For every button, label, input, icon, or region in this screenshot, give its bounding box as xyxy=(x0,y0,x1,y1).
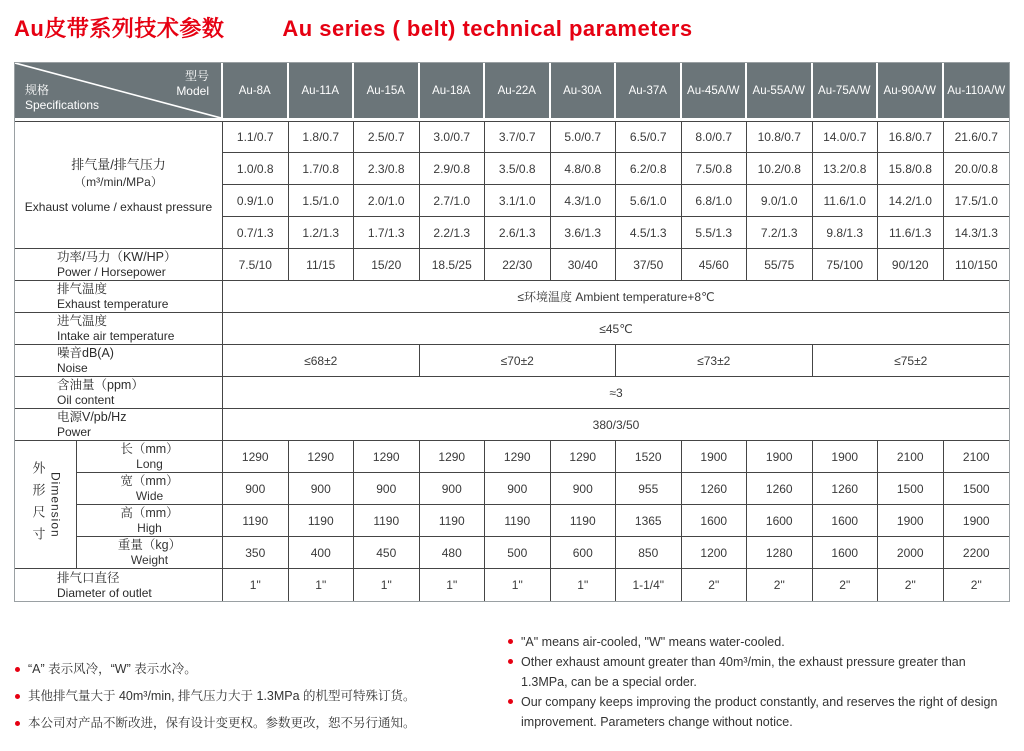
data-cell: 600 xyxy=(551,537,617,569)
data-cell: 1290 xyxy=(354,441,420,473)
exhaust-temp-value: ≤环境温度 Ambient temperature+8℃ xyxy=(223,281,1009,313)
data-cell: 1260 xyxy=(682,473,748,505)
row-label-long xyxy=(77,441,223,473)
data-cell: 900 xyxy=(289,473,355,505)
data-cell: 1520 xyxy=(616,441,682,473)
dimension-label-cn: 外形尺寸 xyxy=(30,460,46,549)
row-label-cn: 功率/马力（KW/HP） xyxy=(57,250,177,264)
row-label-outlet xyxy=(15,569,223,601)
data-cell: 1.0/0.8 xyxy=(223,153,289,185)
data-cell: 14.2/1.0 xyxy=(878,185,944,217)
data-cell: 6.5/0.7 xyxy=(616,121,682,153)
data-cell: 450 xyxy=(354,537,420,569)
data-cell: 3.0/0.7 xyxy=(420,121,486,153)
row-label-oil xyxy=(15,377,223,409)
table-row-noise xyxy=(15,345,1009,377)
data-cell: 75/100 xyxy=(813,249,879,281)
row-label-cn: 进气温度 xyxy=(57,314,108,328)
data-cell: 1.5/1.0 xyxy=(289,185,355,217)
data-cell: 11.6/1.3 xyxy=(878,217,944,249)
data-cell: 30/40 xyxy=(551,249,617,281)
data-cell: 900 xyxy=(420,473,486,505)
data-cell: 1600 xyxy=(813,537,879,569)
model-header-cell: Au-11A xyxy=(289,63,355,121)
row-label-supply xyxy=(15,409,223,441)
data-cell: 15.8/0.8 xyxy=(878,153,944,185)
table-row-oil xyxy=(15,377,1009,409)
data-cell: 37/50 xyxy=(616,249,682,281)
data-cell: 2" xyxy=(944,569,1010,601)
data-cell: 1290 xyxy=(485,441,551,473)
data-cell: 22/30 xyxy=(485,249,551,281)
data-cell: 10.2/0.8 xyxy=(747,153,813,185)
row-label-en: Exhaust volume / exhaust pressure xyxy=(24,199,213,214)
data-cell: 1600 xyxy=(747,505,813,537)
table-row-outlet xyxy=(15,569,1009,601)
data-cell: 900 xyxy=(354,473,420,505)
table-row-exhaust-temp xyxy=(15,281,1009,313)
data-cell: 1190 xyxy=(551,505,617,537)
data-cell: 2000 xyxy=(878,537,944,569)
data-cell: 13.2/0.8 xyxy=(813,153,879,185)
data-cell: 2.9/0.8 xyxy=(420,153,486,185)
row-label-unit: （m³/min/MPa） xyxy=(74,174,163,189)
data-cell: 1500 xyxy=(944,473,1010,505)
data-cell: 7.5/10 xyxy=(223,249,289,281)
data-cell: 1900 xyxy=(747,441,813,473)
data-cell: 1290 xyxy=(223,441,289,473)
model-header-cell: Au-15A xyxy=(354,63,420,121)
data-cell: 4.8/0.8 xyxy=(551,153,617,185)
page-title xyxy=(14,12,693,43)
data-cell: 2.6/1.3 xyxy=(485,217,551,249)
data-cell: 1900 xyxy=(813,441,879,473)
row-label-power xyxy=(15,249,223,281)
row-label-en: Long xyxy=(136,457,163,471)
data-cell: 6.8/1.0 xyxy=(682,185,748,217)
data-cell: 11.6/1.0 xyxy=(813,185,879,217)
data-cell: 18.5/25 xyxy=(420,249,486,281)
data-cell: 8.0/0.7 xyxy=(682,121,748,153)
model-header-cell: Au-75A/W xyxy=(813,63,879,121)
table-row-dim-wide xyxy=(15,473,1009,505)
row-label-cn: 含油量（ppm） xyxy=(57,378,144,392)
data-cell: 1" xyxy=(289,569,355,601)
model-header-cell: Au-22A xyxy=(485,63,551,121)
data-cell: 1600 xyxy=(813,505,879,537)
corner-spec-en: Specifications xyxy=(25,98,100,112)
row-label-cn: 长（mm） xyxy=(120,442,179,456)
data-cell: 1290 xyxy=(551,441,617,473)
data-cell: 2.7/1.0 xyxy=(420,185,486,217)
data-cell: 2.3/0.8 xyxy=(354,153,420,185)
row-label-en: Weight xyxy=(130,553,169,567)
data-cell: 1-1/4" xyxy=(616,569,682,601)
table-row-exhaust-1 xyxy=(15,121,1009,153)
data-cell: 2" xyxy=(682,569,748,601)
row-label-cn: 宽（mm） xyxy=(120,474,179,488)
data-cell: 480 xyxy=(420,537,486,569)
data-cell: 110/150 xyxy=(944,249,1010,281)
page-title-cn: Au皮带系列技术参数 xyxy=(14,16,225,41)
notes-english xyxy=(508,632,1014,732)
table-row-supply xyxy=(15,409,1009,441)
row-label-en: Wide xyxy=(135,489,164,503)
data-cell: 3.6/1.3 xyxy=(551,217,617,249)
row-label-wide xyxy=(77,473,223,505)
row-label-en: High xyxy=(137,521,162,535)
noise-value: ≤70±2 xyxy=(420,345,617,377)
page-title-en: Au series ( belt) technical parameters xyxy=(282,16,693,41)
data-cell: 1260 xyxy=(747,473,813,505)
model-header-cell: Au-90A/W xyxy=(878,63,944,121)
data-cell: 1200 xyxy=(682,537,748,569)
data-cell: 3.5/0.8 xyxy=(485,153,551,185)
note-item: “A” 表示风冷，“W” 表示水冷。 xyxy=(15,660,485,678)
noise-value: ≤68±2 xyxy=(223,345,420,377)
data-cell: 955 xyxy=(616,473,682,505)
row-label-en: Noise xyxy=(57,361,88,375)
model-header-cell: Au-55A/W xyxy=(747,63,813,121)
table-header-row xyxy=(15,63,1009,121)
data-cell: 3.1/1.0 xyxy=(485,185,551,217)
note-item: Our company keeps improving the product constantly, and reserves the right of design improvement. Parameters change without notice. xyxy=(508,692,1014,732)
corner-cell xyxy=(15,63,223,121)
data-cell: 7.2/1.3 xyxy=(747,217,813,249)
model-header-cell: Au-37A xyxy=(616,63,682,121)
notes-chinese xyxy=(15,660,485,741)
row-label-exhaust xyxy=(15,121,223,249)
data-cell: 2100 xyxy=(944,441,1010,473)
data-cell: 2100 xyxy=(878,441,944,473)
data-cell: 1.7/1.3 xyxy=(354,217,420,249)
parameters-table xyxy=(14,62,1010,602)
corner-model-cn: 型号 xyxy=(184,69,209,83)
note-item: 本公司对产品不断改进，保有设计变更权。参数更改，恕不另行通知。 xyxy=(15,714,485,732)
dimension-group-label xyxy=(15,441,77,569)
row-label-cn: 排气量/排气压力 xyxy=(71,156,166,172)
data-cell: 0.7/1.3 xyxy=(223,217,289,249)
corner-model-en: Model xyxy=(176,84,209,98)
data-cell: 1.7/0.8 xyxy=(289,153,355,185)
oil-content-value: ≈3 xyxy=(223,377,1009,409)
noise-value: ≤75±2 xyxy=(813,345,1010,377)
model-header-cell: Au-8A xyxy=(223,63,289,121)
row-label-cn: 排气温度 xyxy=(57,282,108,296)
data-cell: 45/60 xyxy=(682,249,748,281)
model-header-cell: Au-30A xyxy=(551,63,617,121)
data-cell: 2" xyxy=(878,569,944,601)
note-item: 其他排气量大于 40m³/min, 排气压力大于 1.3MPa 的机型可特殊订货。 xyxy=(15,687,485,705)
data-cell: 14.3/1.3 xyxy=(944,217,1010,249)
data-cell: 1190 xyxy=(354,505,420,537)
data-cell: 1500 xyxy=(878,473,944,505)
row-label-en: Oil content xyxy=(57,393,115,407)
data-cell: 90/120 xyxy=(878,249,944,281)
data-cell: 2" xyxy=(747,569,813,601)
row-label-cn: 高（mm） xyxy=(120,506,179,520)
power-supply-value: 380/3/50 xyxy=(223,409,1009,441)
data-cell: 1.8/0.7 xyxy=(289,121,355,153)
intake-temp-value: ≤45℃ xyxy=(223,313,1009,345)
model-header-cell: Au-110A/W xyxy=(944,63,1010,121)
data-cell: 9.8/1.3 xyxy=(813,217,879,249)
data-cell: 1" xyxy=(420,569,486,601)
data-cell: 1" xyxy=(551,569,617,601)
data-cell: 2200 xyxy=(944,537,1010,569)
model-header-cell: Au-45A/W xyxy=(682,63,748,121)
data-cell: 5.0/0.7 xyxy=(551,121,617,153)
data-cell: 14.0/0.7 xyxy=(813,121,879,153)
data-cell: 9.0/1.0 xyxy=(747,185,813,217)
data-cell: 900 xyxy=(223,473,289,505)
data-cell: 3.7/0.7 xyxy=(485,121,551,153)
data-cell: 1190 xyxy=(223,505,289,537)
data-cell: 500 xyxy=(485,537,551,569)
data-cell: 1600 xyxy=(682,505,748,537)
data-cell: 1190 xyxy=(485,505,551,537)
data-cell: 17.5/1.0 xyxy=(944,185,1010,217)
data-cell: 850 xyxy=(616,537,682,569)
data-cell: 20.0/0.8 xyxy=(944,153,1010,185)
data-cell: 1900 xyxy=(682,441,748,473)
note-item: "A" means air-cooled, "W" means water-cooled. xyxy=(508,632,1014,652)
data-cell: 10.8/0.7 xyxy=(747,121,813,153)
corner-spec-cn: 规格 xyxy=(25,83,50,97)
data-cell: 900 xyxy=(485,473,551,505)
data-cell: 1" xyxy=(354,569,420,601)
data-cell: 1290 xyxy=(289,441,355,473)
row-label-cn: 噪音dB(A) xyxy=(57,346,114,360)
data-cell: 900 xyxy=(551,473,617,505)
noise-value: ≤73±2 xyxy=(616,345,813,377)
dimension-label-en: Dimension xyxy=(48,471,63,538)
data-cell: 1.2/1.3 xyxy=(289,217,355,249)
data-cell: 2.2/1.3 xyxy=(420,217,486,249)
row-label-intake-temp xyxy=(15,313,223,345)
table-row-dim-weight xyxy=(15,537,1009,569)
data-cell: 1365 xyxy=(616,505,682,537)
data-cell: 15/20 xyxy=(354,249,420,281)
row-label-weight xyxy=(77,537,223,569)
data-cell: 1290 xyxy=(420,441,486,473)
table-row-dim-long xyxy=(15,441,1009,473)
data-cell: 2.5/0.7 xyxy=(354,121,420,153)
data-cell: 350 xyxy=(223,537,289,569)
data-cell: 400 xyxy=(289,537,355,569)
data-cell: 5.5/1.3 xyxy=(682,217,748,249)
row-label-cn: 电源V/pb/Hz xyxy=(57,410,127,424)
data-cell: 7.5/0.8 xyxy=(682,153,748,185)
data-cell: 4.3/1.0 xyxy=(551,185,617,217)
data-cell: 1190 xyxy=(289,505,355,537)
data-cell: 1.1/0.7 xyxy=(223,121,289,153)
row-label-cn: 排气口直径 xyxy=(57,570,120,585)
data-cell: 1260 xyxy=(813,473,879,505)
row-label-exhaust-temp xyxy=(15,281,223,313)
table-row-power xyxy=(15,249,1009,281)
data-cell: 2.0/1.0 xyxy=(354,185,420,217)
spec-table xyxy=(15,63,1009,601)
data-cell: 21.6/0.7 xyxy=(944,121,1010,153)
data-cell: 11/15 xyxy=(289,249,355,281)
table-row-dim-high xyxy=(15,505,1009,537)
data-cell: 1280 xyxy=(747,537,813,569)
data-cell: 2" xyxy=(813,569,879,601)
note-item: Other exhaust amount greater than 40m³/min, the exhaust pressure greater than 1.3MPa, can be a special order. xyxy=(508,652,1014,692)
row-label-high xyxy=(77,505,223,537)
data-cell: 5.6/1.0 xyxy=(616,185,682,217)
row-label-en: Exhaust temperature xyxy=(57,297,169,311)
data-cell: 55/75 xyxy=(747,249,813,281)
row-label-en: Power xyxy=(57,425,92,439)
data-cell: 0.9/1.0 xyxy=(223,185,289,217)
data-cell: 1" xyxy=(485,569,551,601)
row-label-cn: 重量（kg） xyxy=(117,538,182,552)
data-cell: 1" xyxy=(223,569,289,601)
corner-model-label xyxy=(176,69,209,99)
corner-spec-label xyxy=(25,83,99,113)
model-header-cell: Au-18A xyxy=(420,63,486,121)
data-cell: 1900 xyxy=(878,505,944,537)
data-cell: 1900 xyxy=(944,505,1010,537)
row-label-en: Intake air temperature xyxy=(57,329,175,343)
row-label-en: Diameter of outlet xyxy=(57,585,152,600)
data-cell: 1190 xyxy=(420,505,486,537)
table-row-intake-temp xyxy=(15,313,1009,345)
data-cell: 4.5/1.3 xyxy=(616,217,682,249)
row-label-noise xyxy=(15,345,223,377)
data-cell: 16.8/0.7 xyxy=(878,121,944,153)
row-label-en: Power / Horsepower xyxy=(57,265,166,279)
data-cell: 6.2/0.8 xyxy=(616,153,682,185)
